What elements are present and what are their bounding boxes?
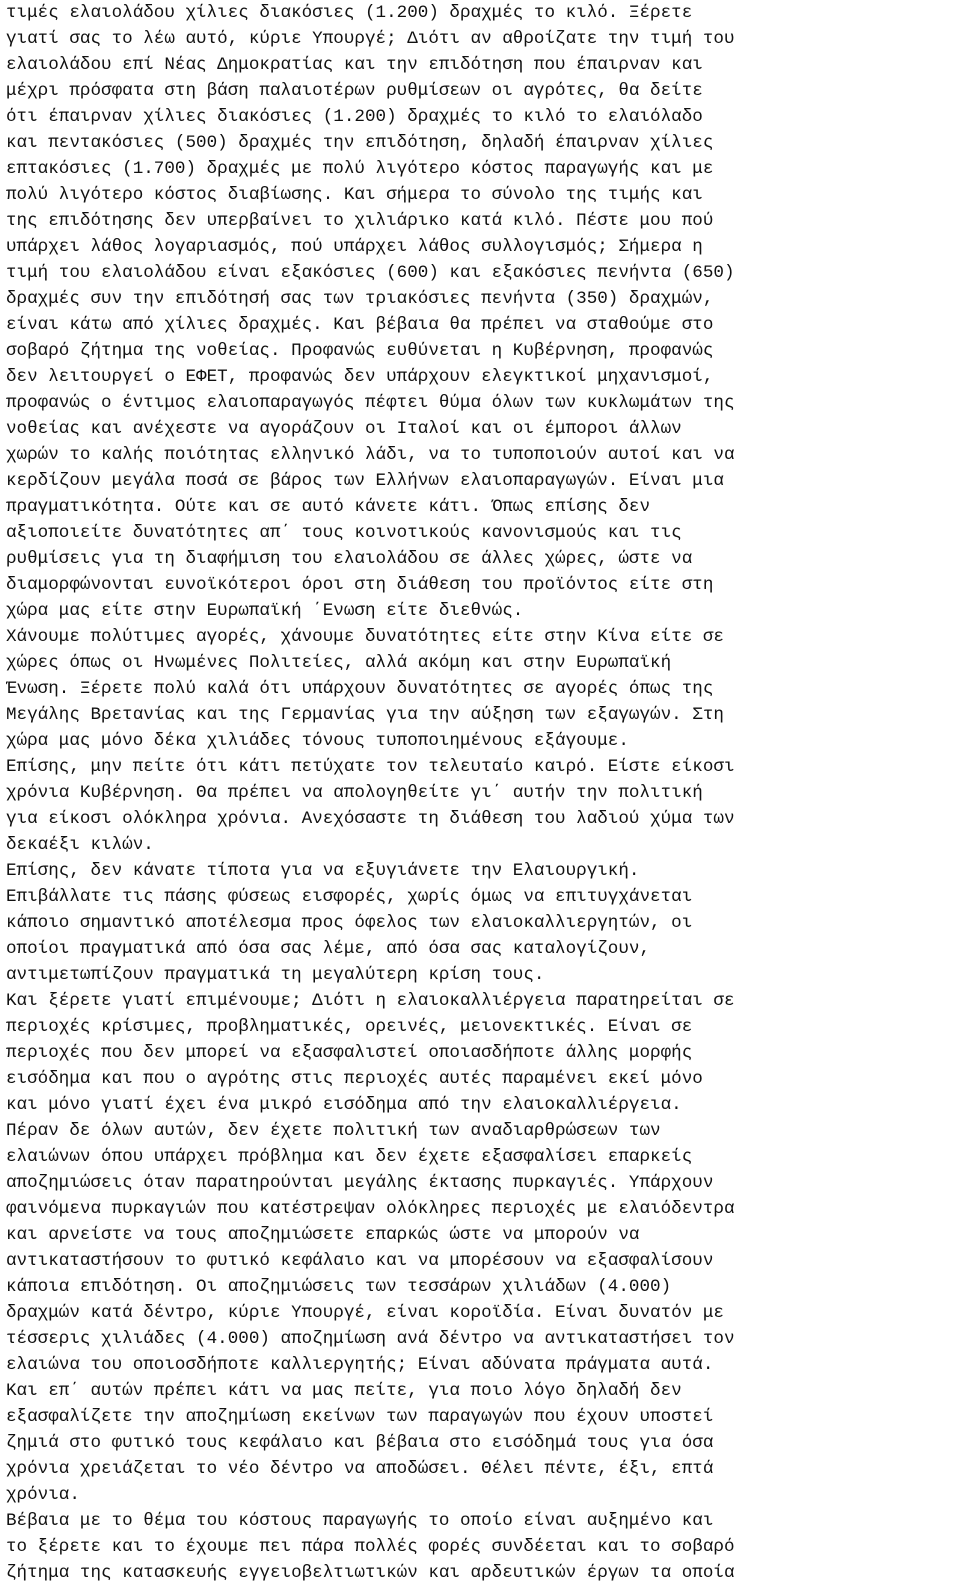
text-line: χώρα μας είτε στην Ευρωπαϊκή ΄Ενωση είτε διεθνώς. [6, 601, 524, 621]
text-line: και αρνείστε να τους αποζημιώσετε επαρκώς ώστε να μπορούν να [6, 1225, 640, 1245]
text-line: Ένωση. Ξέρετε πολύ καλά ότι υπάρχουν δυνατότητες σε αγορές όπως της [6, 679, 714, 699]
text-line: μέχρι πρόσφατα στη βάση παλαιοτέρων ρυθμίσεων οι αγρότες, θα δείτε [6, 81, 703, 101]
text-line: χρόνια. [6, 1485, 80, 1505]
text-line: περιοχές κρίσιμες, προβληματικές, ορεινές, μειονεκτικές. Είναι σε [6, 1017, 693, 1037]
text-line: ζημιά στο φυτικό τους κεφάλαιο και βέβαια στο εισόδημά τους για όσα [6, 1433, 714, 1453]
text-line: κάποια επιδότηση. Οι αποζημιώσεις των τεσσάρων χιλιάδων (4.000) [6, 1277, 672, 1297]
text-line: Και ξέρετε γιατί επιμένουμε; Διότι η ελαιοκαλλιέργεια παρατηρείται σε [6, 991, 735, 1011]
text-line: και μόνο γιατί έχει ένα μικρό εισόδημα από την ελαιοκαλλιέργεια. [6, 1095, 682, 1115]
text-line: Μεγάλης Βρετανίας και της Γερμανίας για την αύξηση των εξαγωγών. Στη [6, 705, 724, 725]
text-line: δραχμών κατά δέντρο, κύριε Υπουργέ, είναι κοροϊδία. Είναι δυνατόν με [6, 1303, 724, 1323]
text-line: αξιοποιείτε δυνατότητες απ΄ τους κοινοτικούς κανονισμούς και τις [6, 523, 682, 543]
text-line: ελαιώνων όπου υπάρχει πρόβλημα και δεν έχετε εξασφαλίσει επαρκείς [6, 1147, 693, 1167]
text-line: και πεντακόσιες (500) δραχμές την επιδότηση, δηλαδή έπαιρναν χίλιες [6, 133, 714, 153]
text-line: δραχμές συν την επιδότησή σας των τριακόσιες πενήντα (350) δραχμών, [6, 289, 714, 309]
text-line: οποίοι πραγματικά από όσα σας λέμε, από όσα σας καταλογίζουν, [6, 939, 651, 959]
text-line: πολύ λιγότερο κόστος διαβίωσης. Και σήμερα το σύνολο της τιμής και [6, 185, 703, 205]
text-line: τιμή του ελαιολάδου είναι εξακόσιες (600) και εξακόσιες πενήντα (650) [6, 263, 735, 283]
text-line: αποζημιώσεις όταν παρατηρούνται μεγάλης έκτασης πυρκαγιές. Υπάρχουν [6, 1173, 714, 1193]
text-line: διαμορφώνονται ευνοϊκότεροι όροι στη διάθεση του προϊόντος είτε στη [6, 575, 714, 595]
text-line: σοβαρό ζήτημα της νοθείας. Προφανώς ευθύνεται η Κυβέρνηση, προφανώς [6, 341, 714, 361]
text-line: ελαιολάδου επί Νέας Δημοκρατίας και την επιδότηση που έπαιρναν και [6, 55, 703, 75]
text-line: τέσσερις χιλιάδες (4.000) αποζημίωση ανά δέντρο να αντικαταστήσει τον [6, 1329, 735, 1349]
text-line: ελαιώνα του οποιοσδήποτε καλλιεργητής; Είναι αδύνατα πράγματα αυτά. [6, 1355, 714, 1375]
text-line: το ξέρετε και το έχουμε πει πάρα πολλές φορές συνδέεται και το σοβαρό [6, 1537, 735, 1557]
text-line: Επίσης, μην πείτε ότι κάτι πετύχατε τον τελευταίο καιρό. Είστε είκοσι [6, 757, 735, 777]
text-line: κερδίζουν μεγάλα ποσά σε βάρος των Ελλήνων ελαιοπαραγωγών. Είναι μια [6, 471, 724, 491]
text-line: χρόνια Κυβέρνηση. Θα πρέπει να απολογηθείτε γι΄ αυτήν την πολιτική [6, 783, 703, 803]
text-line: γιατί σας το λέω αυτό, κύριε Υπουργέ; Διότι αν αθροίζατε την τιμή του [6, 29, 735, 49]
text-line: χώρα μας μόνο δέκα χιλιάδες τόνους τυποποιημένους εξάγουμε. [6, 731, 629, 751]
text-line: δεν λειτουργεί ο ΕΦΕΤ, προφανώς δεν υπάρχουν ελεγκτικοί μηχανισμοί, [6, 367, 714, 387]
text-line: εισόδημα και που ο αγρότης στις περιοχές αυτές παραμένει εκεί μόνο [6, 1069, 703, 1089]
text-line: φαινόμενα πυρκαγιών που κατέστρεψαν ολόκληρες περιοχές με ελαιόδεντρα [6, 1199, 735, 1219]
text-line: τιμές ελαιολάδου χίλιες διακόσιες (1.200) δραχμές το κιλό. Ξέρετε [6, 3, 693, 23]
text-line: υπάρχει λάθος λογαριασμός, πού υπάρχει λάθος συλλογισμός; Σήμερα η [6, 237, 703, 257]
text-line: εξασφαλίζετε την αποζημίωση εκείνων των παραγωγών που έχουν υποστεί [6, 1407, 714, 1427]
text-line: ότι έπαιρναν χίλιες διακόσιες (1.200) δραχμές το κιλό το ελαιόλαδο [6, 107, 703, 127]
text-line: της επιδότησης δεν υπερβαίνει το χιλιάρικο κατά κιλό. Πέστε μου πού [6, 211, 714, 231]
text-line: πραγματικότητα. Ούτε και σε αυτό κάνετε κάτι. Όπως επίσης δεν [6, 497, 651, 517]
text-line: ζήτημα της κατασκευής εγγειοβελτιωτικών και αρδευτικών έργων τα οποία [6, 1563, 735, 1583]
text-line: Χάνουμε πολύτιμες αγορές, χάνουμε δυνατότητες είτε στην Κίνα είτε σε [6, 627, 724, 647]
text-line: Βέβαια με το θέμα του κόστους παραγωγής το οποίο είναι αυξημένο και [6, 1511, 714, 1531]
text-line: αντικαταστήσουν το φυτικό κεφάλαιο και να μπορέσουν να εξασφαλίσουν [6, 1251, 714, 1271]
text-line: Επίσης, δεν κάνατε τίποτα για να εξυγιάνετε την Ελαιουργική. [6, 861, 640, 881]
text-line: Πέραν δε όλων αυτών, δεν έχετε πολιτική των αναδιαρθρώσεων των [6, 1121, 661, 1141]
text-line: αντιμετωπίζουν πραγματικά τη μεγαλύτερη κρίση τους. [6, 965, 545, 985]
text-line: ρυθμίσεις για τη διαφήμιση του ελαιολάδου σε άλλες χώρες, ώστε να [6, 549, 693, 569]
text-line: Επιβάλλατε τις πάσης φύσεως εισφορές, χωρίς όμως να επιτυγχάνεται [6, 887, 693, 907]
text-line: Και επ΄ αυτών πρέπει κάτι να μας πείτε, για ποιο λόγο δηλαδή δεν [6, 1381, 682, 1401]
text-line: κάποιο σημαντικό αποτέλεσμα προς όφελος των ελαιοκαλλιεργητών, οι [6, 913, 693, 933]
text-line: νοθείας και ανέχεστε να αγοράζουν οι Ιταλοί και οι έμποροι άλλων [6, 419, 682, 439]
text-line: προφανώς ο έντιμος ελαιοπαραγωγός πέφτει θύμα όλων των κυκλωμάτων της [6, 393, 735, 413]
text-line: είναι κάτω από χίλιες δραχμές. Και βέβαια θα πρέπει να σταθούμε στο [6, 315, 714, 335]
text-line: επτακόσιες (1.700) δραχμές με πολύ λιγότερο κόστος παραγωγής και με [6, 159, 714, 179]
document-page [6, 0, 956, 1593]
text-line: χωρών το καλής ποιότητας ελληνικό λάδι, να το τυποποιούν αυτοί και να [6, 445, 735, 465]
text-line: χώρες όπως οι Ηνωμένες Πολιτείες, αλλά ακόμη και στην Ευρωπαϊκή [6, 653, 672, 673]
text-line: δεκαέξι κιλών. [6, 835, 154, 855]
text-line: χρόνια χρειάζεται το νέο δέντρο να αποδώσει. Θέλει πέντε, έξι, επτά [6, 1459, 714, 1479]
text-line: για είκοσι ολόκληρα χρόνια. Ανεχόσαστε τη διάθεση του λαδιού χύμα των [6, 809, 735, 829]
text-line: περιοχές που δεν μπορεί να εξασφαλιστεί οποιασδήποτε άλλης μορφής [6, 1043, 693, 1063]
